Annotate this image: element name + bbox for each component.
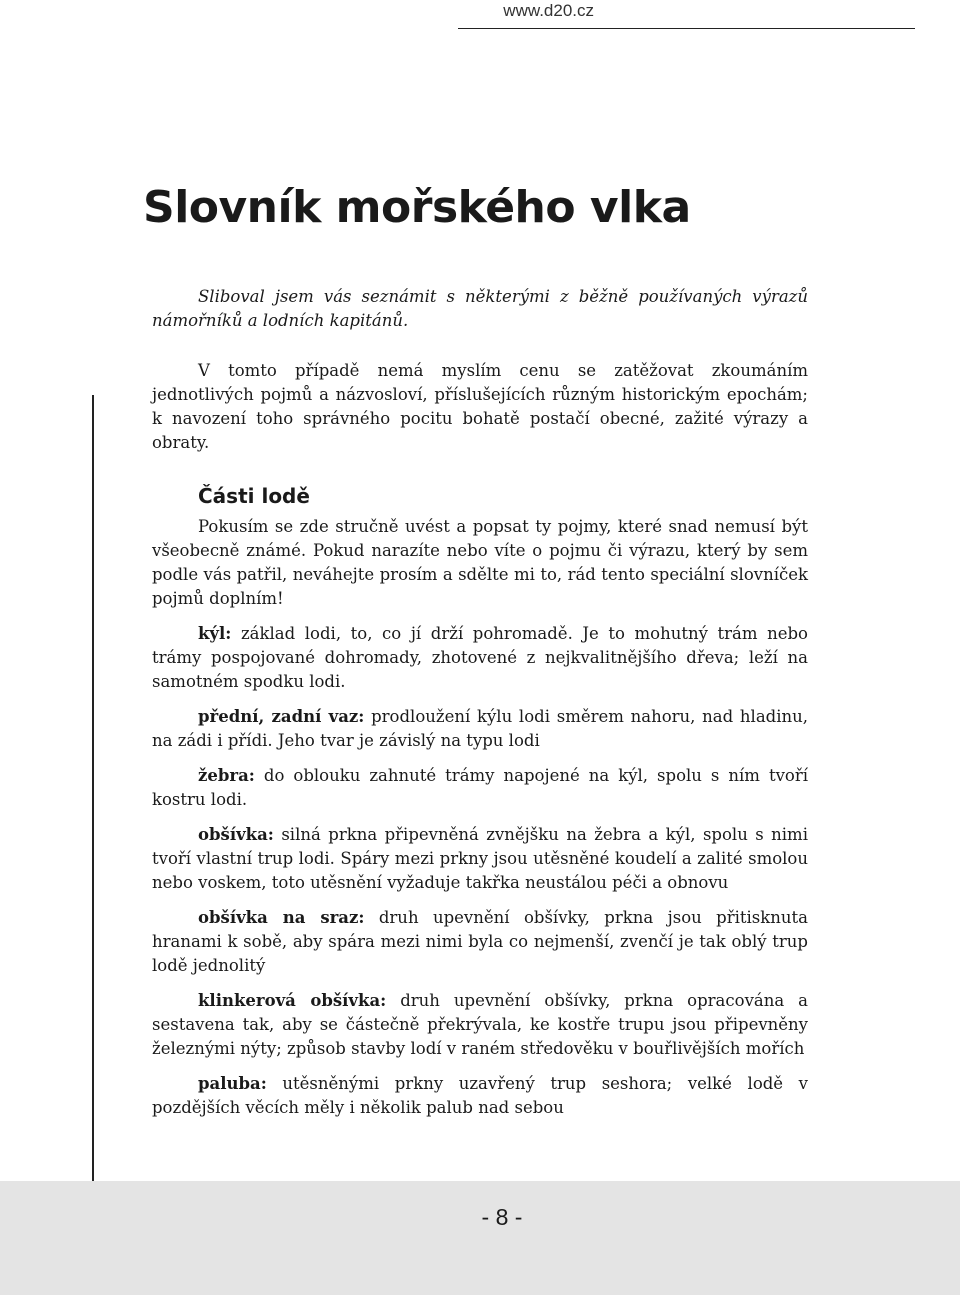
glossary-definition: druh upevnění obšívky, prkna opracována a sestavena tak, aby se částečně překrývala, ke kostře trupu jsou připevněny železnými nýty; způsob stavby lodí v raném středověku v bouřlivějších mořích <box>152 991 808 1058</box>
glossary-entry <box>152 906 808 978</box>
glossary-definition: do oblouku zahnuté trámy napojené na kýl, spolu s ním tvoří kostru lodi. <box>152 766 808 809</box>
glossary-term: obšívka: <box>198 825 274 844</box>
glossary-entry <box>152 764 808 812</box>
glossary-term: žebra: <box>198 766 255 785</box>
glossary-entry <box>152 622 808 694</box>
section-heading: Části lodě <box>198 484 310 508</box>
glossary-definition: silná prkna připevněná zvnějšku na žebra a kýl, spolu s nimi tvoří vlastní trup lodi. Spáry mezi prkny jsou utěsněné koudelí a zalité smolou nebo voskem, toto utěsnění vyžaduje takřka neustálou péči a obnovu <box>152 825 808 892</box>
glossary-entry <box>152 989 808 1061</box>
glossary-term: klinkerová obšívka: <box>198 991 387 1010</box>
glossary-entry <box>152 823 808 895</box>
glossary-entry <box>152 1072 808 1120</box>
glossary-definition: prodloužení kýlu lodi směrem nahoru, nad hladinu, na zádi i přídi. Jeho tvar je závislý na typu lodi <box>152 707 808 750</box>
footer-band <box>0 1181 960 1295</box>
glossary-definition: druh upevnění obšívky, prkna jsou přitisknuta hranami k sobě, aby spára mezi nimi byla co nejmenší, zvenčí je tak oblý trup lodě jednolitý <box>152 908 808 975</box>
article-body <box>152 285 808 1120</box>
paragraph-1: V tomto případě nemá myslím cenu se zatěžovat zkoumáním jednotlivých pojmů a názvosloví, příslušejících různým historickým epochám; k navození toho správného pocitu bohatě postačí obecné, zažité výrazy a obraty. <box>152 361 808 452</box>
glossary-term: přední, zadní vaz: <box>198 707 365 726</box>
glossary-term: paluba: <box>198 1074 267 1093</box>
glossary-entry <box>152 705 808 753</box>
glossary-term: kýl: <box>198 624 232 643</box>
side-rule <box>92 395 94 1220</box>
glossary-term: obšívka na sraz: <box>198 908 365 927</box>
page-number: - 8 - <box>481 1204 523 1230</box>
header-rule <box>458 28 915 29</box>
page-title: Slovník mořského vlka <box>143 182 691 233</box>
intro-paragraph: Sliboval jsem vás seznámit s některými z běžně používaných výrazů námořníků a lodních kapitánů. <box>152 287 808 330</box>
glossary-definition: základ lodi, to, co jí drží pohromadě. Je to mohutný trám nebo trámy pospojované dohromady, zhotovené z nejkvalitnějšího dřeva; leží na samotném spodku lodi. <box>152 624 808 691</box>
section-intro: Pokusím se zde stručně uvést a popsat ty pojmy, které snad nemusí být všeobecně známé. Pokud narazíte nebo víte o pojmu či výrazu, který by sem podle vás patřil, neváhejte prosím a sdělte mi to, rád tento speciální slovníček pojmů doplním! <box>152 517 808 608</box>
glossary-definition: utěsněnými prkny uzavřený trup seshora; velké lodě v pozdějších věcích měly i několik palub nad sebou <box>152 1074 808 1117</box>
site-url: www.d20.cz <box>503 1 594 20</box>
